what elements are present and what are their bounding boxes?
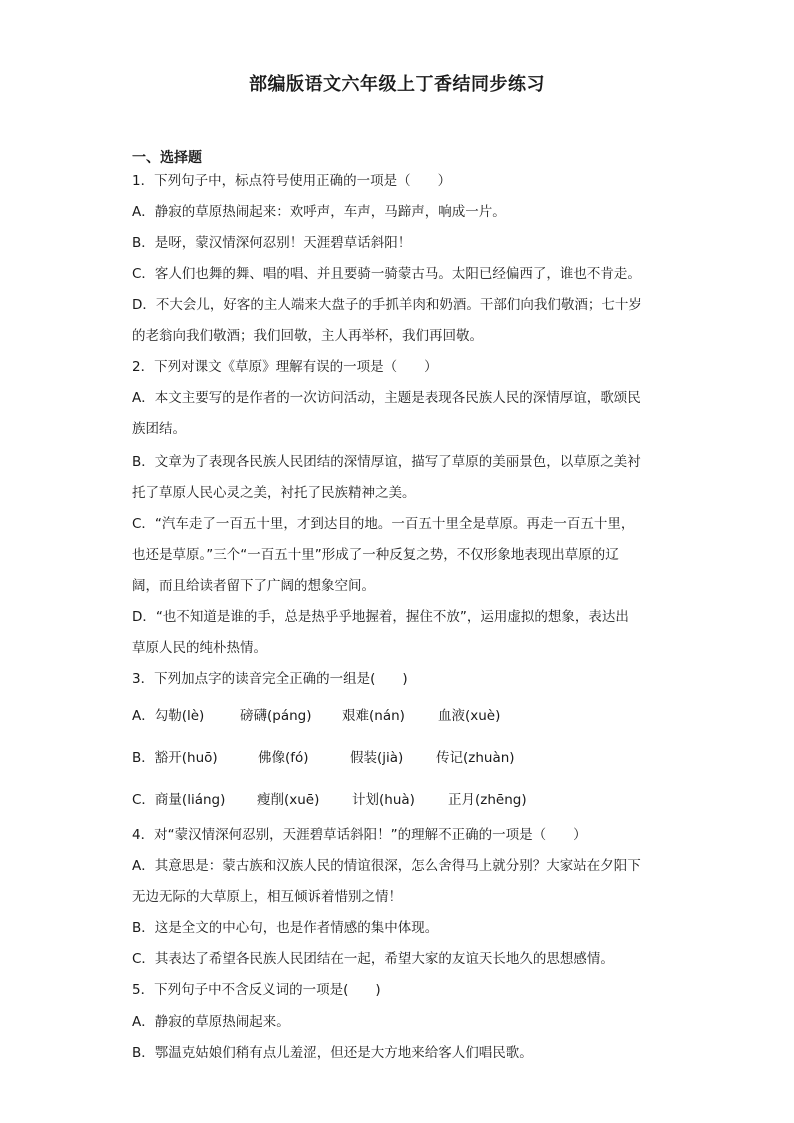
option-c-word-4: 正月(zhēng): [448, 792, 527, 808]
option-a-word-3: 艰难(nán): [342, 708, 405, 724]
text-line: B．文章为了表现各民族人民团结的深情厚谊，描写了草原的美丽景色，以草原之美衬: [132, 454, 641, 470]
text-line: A．静寂的草原热闹起来：欢呼声，车声，马蹄声，响成一片。: [132, 204, 506, 220]
text-line: 草原人民的纯朴热情。: [132, 640, 267, 656]
option-c-word-1: C．商量(liáng): [132, 792, 226, 808]
text-line: B．鄂温克姑娘们稍有点儿羞涩，但还是大方地来给客人们唱民歌。: [132, 1045, 533, 1061]
text-line: B．这是全文的中心句，也是作者情感的集中体现。: [132, 920, 439, 936]
text-line: 5．下列句子中不含反义词的一项是( ): [132, 982, 381, 998]
text-line: 2．下列对课文《草原》理解有误的一项是（ ）: [132, 359, 438, 375]
option-a-word-1: A．勾勒(lè): [132, 708, 205, 724]
section-heading: 一、选择题: [132, 150, 202, 166]
text-line: 也还是草原。”三个“一百五十里”形成了一种反复之势，不仅形象地表现出草原的辽: [132, 547, 619, 563]
text-line: 3．下列加点字的读音完全正确的一组是( ): [132, 671, 408, 687]
text-line: C．其表达了希望各民族人民团结在一起，希望大家的友谊天长地久的思想感情。: [132, 951, 614, 967]
option-c-word-2: 瘦削(xuē): [257, 792, 320, 808]
text-line: C．客人们也舞的舞、唱的唱、并且要骑一骑蒙古马。太阳已经偏西了，谁也不肯走。: [132, 266, 641, 282]
text-line: 托了草原人民心灵之美，衬托了民族精神之美。: [132, 485, 416, 501]
text-line: 1．下列句子中，标点符号使用正确的一项是（ ）: [132, 173, 452, 189]
text-line: 无边无际的大草原上，相互倾诉着惜别之情！: [132, 889, 402, 905]
text-line: D．不大会儿，好客的主人端来大盘子的手抓羊肉和奶酒。干部们向我们敬酒；七十岁: [132, 297, 642, 313]
page-title: 部编版语文六年级上丁香结同步练习: [249, 74, 545, 95]
option-b-word-1: B．豁开(huō): [132, 750, 218, 766]
text-line: C．“汽车走了一百五十里，才到达目的地。一百五十里全是草原。再走一百五十里，: [132, 516, 635, 532]
text-line: B．是呀，蒙汉情深何忍别！天涯碧草话斜阳！: [132, 235, 412, 251]
text-line: A．其意思是：蒙古族和汉族人民的情谊很深，怎么舍得马上就分别？大家站在夕阳下: [132, 858, 641, 874]
text-line: D．“也不知道是谁的手，总是热乎乎地握着，握住不放”，运用虚拟的想象，表达出: [132, 609, 629, 625]
text-line: A．本文主要写的是作者的一次访问活动，主题是表现各民族人民的深情厚谊，歌颂民: [132, 390, 641, 406]
option-a-word-2: 磅礴(páng): [240, 708, 312, 724]
text-line: 的老翁向我们敬酒；我们回敬，主人再举杯，我们再回敬。: [132, 328, 483, 344]
text-line: 4．对“蒙汉情深何忍别，天涯碧草话斜阳！”的理解不正确的一项是（ ）: [132, 827, 587, 843]
text-line: 阔，而且给读者留下了广阔的想象空间。: [132, 578, 375, 594]
option-b-word-3: 假装(jià): [350, 750, 404, 766]
option-b-word-4: 传记(zhuàn): [436, 750, 515, 766]
option-a-word-4: 血液(xuè): [438, 708, 501, 724]
option-c-word-3: 计划(huà): [352, 792, 415, 808]
text-line: 族团结。: [132, 421, 186, 437]
option-b-word-2: 佛像(fó): [258, 750, 309, 766]
text-line: A．静寂的草原热闹起来。: [132, 1014, 290, 1030]
